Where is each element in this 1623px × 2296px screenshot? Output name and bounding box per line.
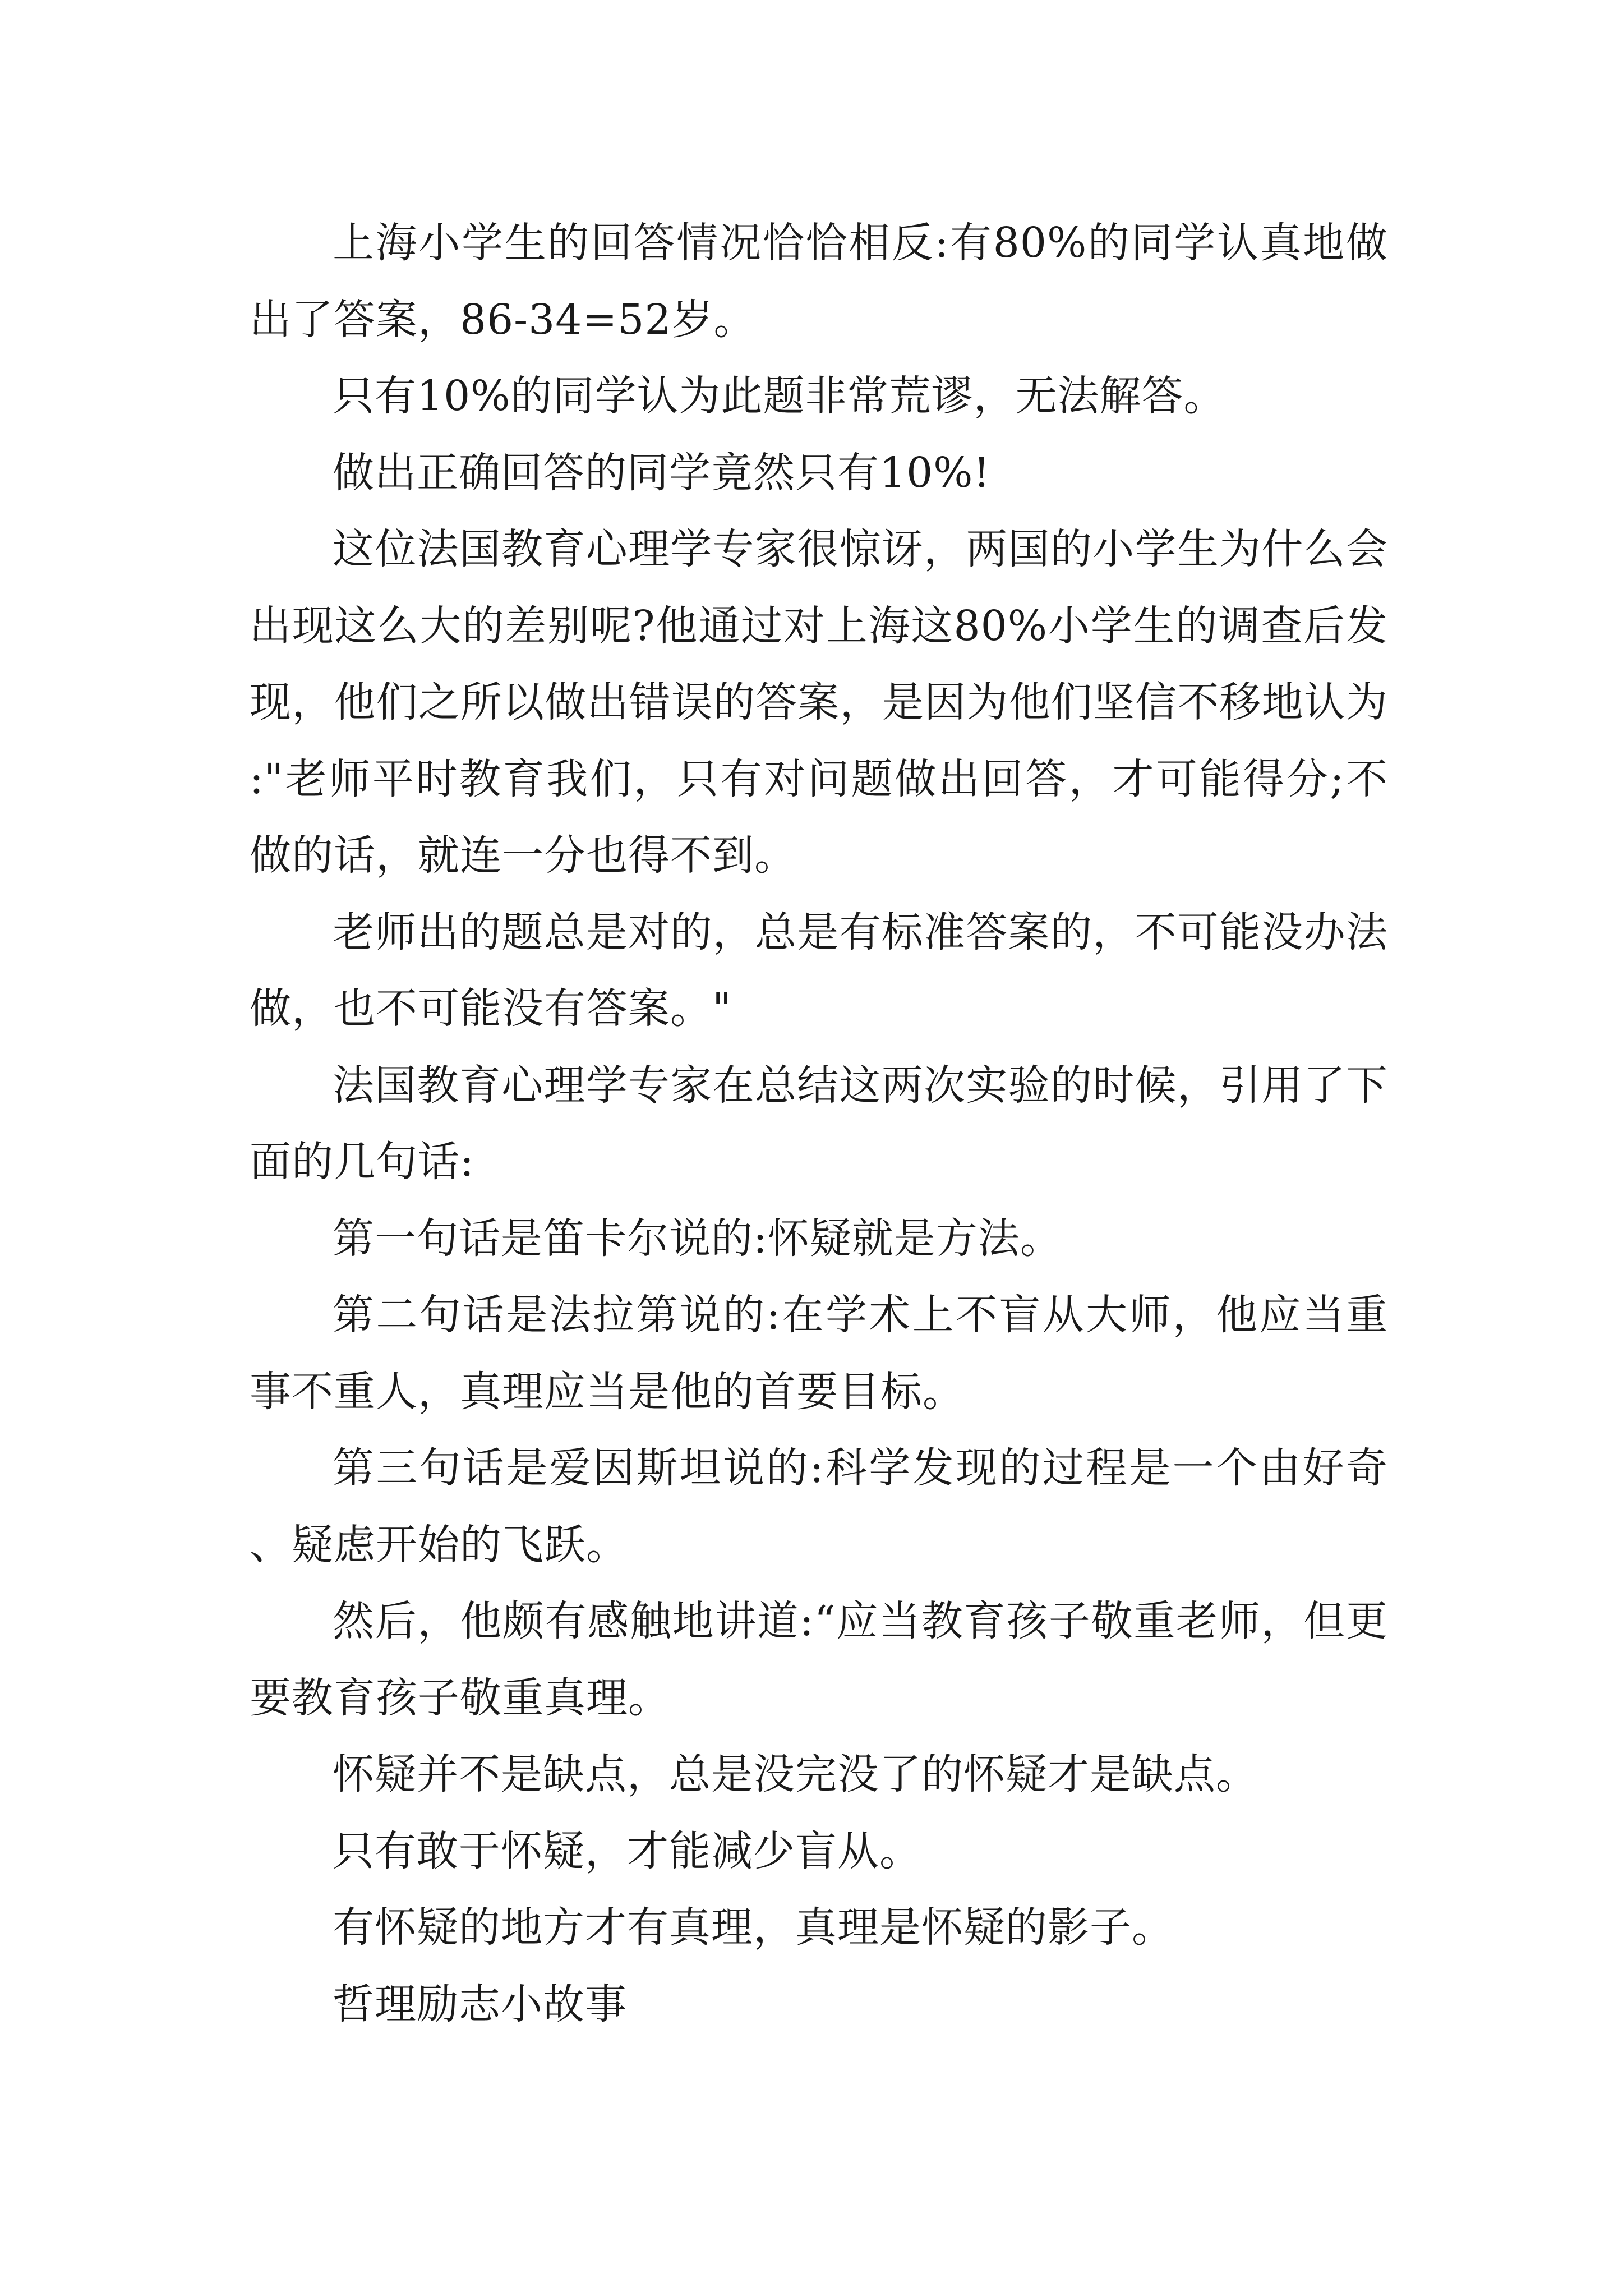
paragraph: 上海小学生的回答情况恰恰相反:有80%的同学认真地做出了答案，86-34=52岁。 [250, 219, 1388, 344]
paragraph: 做出正确回答的同学竟然只有10%! [333, 448, 991, 497]
paragraph: 只有10%的同学认为此题非常荒谬，无法解答。 [333, 372, 1226, 420]
paragraph: 这位法国教育心理学专家很惊讶，两国的小学生为什么会出现这么大的差别呢?他通过对上海这80%小学生的调查后发现，他们之所以做出错误的答案，是因为他们坚信不移地认为:"老师平时教育我们，只有对问题做出回答，才可能得分;不做的话，就连一分也得不到。 [250, 525, 1388, 880]
quote-descartes: 第一句话是笛卡尔说的:怀疑就是方法。 [333, 1214, 1062, 1263]
paragraph: 有怀疑的地方才有真理，真理是怀疑的影子。 [333, 1903, 1174, 1952]
section-heading: 哲理励志小故事 [333, 1980, 627, 2028]
paragraph: 只有敢于怀疑，才能减少盲从。 [333, 1826, 921, 1875]
paragraph: 怀疑并不是缺点，总是没完没了的怀疑才是缺点。 [333, 1750, 1258, 1798]
paragraph: 老师出的题总是对的，总是有标准答案的，不可能没办法做，也不可能没有答案。" [250, 908, 1388, 1033]
paragraph: 法国教育心理学专家在总结这两次实验的时候，引用了下面的几句话: [250, 1061, 1388, 1186]
quote-einstein: 第三句话是爱因斯坦说的:科学发现的过程是一个由好奇、疑虑开始的飞跃。 [250, 1444, 1388, 1569]
paragraph: 然后，他颇有感触地讲道:“应当教育孩子敬重老师，但更要教育孩子敬重真理。 [250, 1597, 1388, 1722]
quote-faraday: 第二句话是法拉第说的:在学术上不盲从大师，他应当重事不重人，真理应当是他的首要目标。 [250, 1291, 1388, 1416]
document-body [250, 205, 1388, 2042]
